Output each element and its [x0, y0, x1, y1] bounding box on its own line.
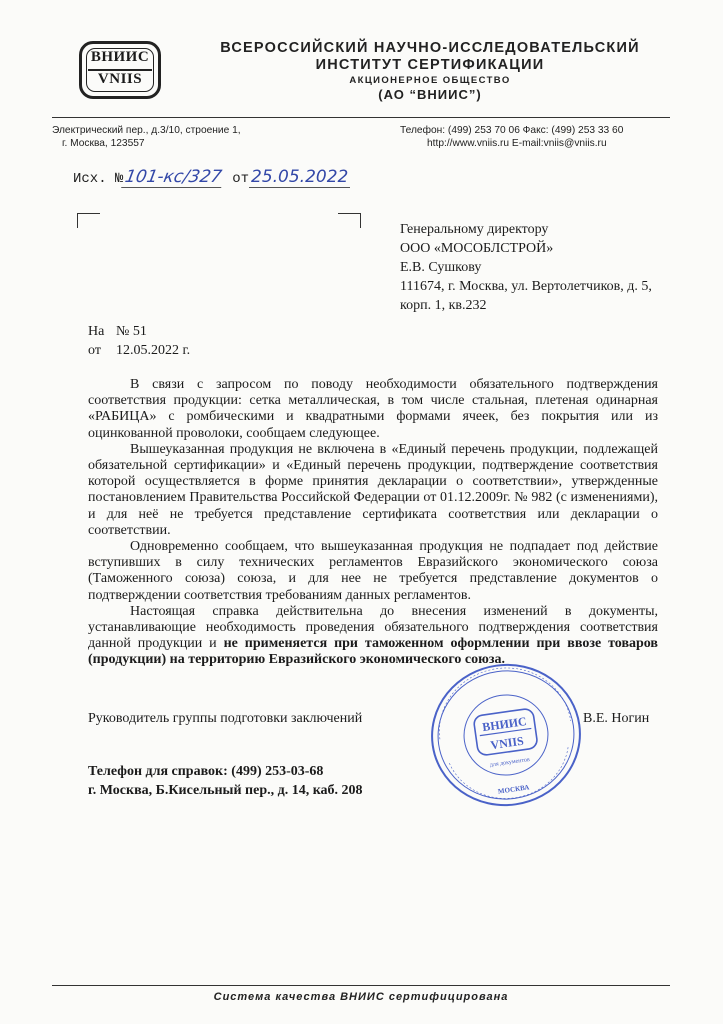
ref-date: 12.05.2022 г. — [116, 343, 191, 358]
header-divider — [52, 117, 670, 118]
stamp-city: МОСКВА — [497, 783, 530, 796]
outgoing-date: 25.05.2022 — [251, 167, 349, 187]
official-stamp — [426, 660, 586, 810]
inquiry-address: г. Москва, Б.Кисельный пер., д. 14, каб. 208 — [88, 783, 363, 798]
body-paragraph-2: Вышеуказанная продукция не включена в «Единый перечень продукции, подлежащей обязательной сертификации» и «Единый перечень продукции, подтверждение соответствия которой осуществляется в форме принятия декларации о соответствии», утвержденные постановлением Правительства Российской Федерации от 01.12.2009г. № 982 (с изменениями), и для неё не требуется представление сертификата соответствия или декларации о соответствии. — [88, 441, 658, 538]
logo-text-latin: VNIIS — [97, 71, 143, 87]
body-paragraph-1: В связи с запросом по поводу необходимости обязательного подтверждения соответствия продукции: сетка металлическая, в том числе стальная, плетеная одинарная «РАБИЦА» с ромбическими и квадратными формами ячеек, без покрытия или из оцинкованной проволоки, сообщаем следующее. — [88, 377, 658, 441]
address-bracket-right — [338, 213, 361, 228]
body-paragraph-4-normal: Настоящая справка действительна до внесения изменений в документы, устанавливающие необходимость проведения обязательного подтверждения соответствия данной продукции и — [88, 603, 658, 652]
org-contacts — [400, 124, 675, 150]
org-short-name: (АО “ВНИИС”) — [378, 87, 482, 102]
recipient-address-line2: корп. 1, кв.232 — [400, 298, 487, 313]
address-bracket-left — [77, 213, 100, 228]
recipient-address-line1: 111674, г. Москва, ул. Вертолетчиков, д. 5, — [400, 279, 652, 294]
stamp-text-cyrillic: ВНИИС — [481, 714, 528, 735]
recipient-block — [400, 220, 700, 315]
body-paragraph-4 — [88, 604, 658, 669]
ref-ot-label: от — [88, 343, 101, 358]
outgoing-date-prefix: от — [232, 171, 250, 187]
stamp-subtitle: для документов — [489, 756, 531, 769]
address-line1: Электрический пер., д.3/10, строение 1, — [52, 125, 241, 136]
ref-number: № 51 — [116, 324, 147, 339]
stamp-text-latin: VNIIS — [489, 733, 525, 753]
logo-text-cyrillic: ВНИИС — [90, 49, 150, 65]
org-name-line1: ВСЕРОССИЙСКИЙ НАУЧНО-ИССЛЕДОВАТЕЛЬСКИЙ — [220, 40, 640, 56]
outgoing-number: 101-кс/327 — [122, 167, 226, 188]
body-paragraph-4-bold: не применяется при таможенном оформлении при ввозе товаров (продукции) на территорию Евразийского экономического союза. — [88, 636, 658, 668]
letter-body — [88, 377, 658, 669]
org-address — [52, 124, 292, 150]
signatory-title: Руководитель группы подготовки заключений — [88, 711, 363, 726]
outgoing-prefix: Исх. № — [73, 171, 124, 187]
recipient-company: ООО «МОСОБЛСТРОЙ» — [400, 241, 554, 256]
footer-quality-note: Система качества ВНИИС сертифицирована — [213, 991, 509, 1003]
reference-block — [88, 322, 190, 360]
inquiry-info — [88, 762, 363, 800]
address-line2: г. Москва, 123557 — [62, 138, 145, 149]
org-type: АКЦИОНЕРНОЕ ОБЩЕСТВО — [349, 75, 511, 86]
vniis-logo — [79, 41, 161, 99]
inquiry-phone: Телефон для справок: (499) 253-03-68 — [88, 764, 324, 779]
recipient-position: Генеральному директору — [400, 222, 549, 237]
phone-fax-line: Телефон: (499) 253 70 06 Факс: (499) 253 33 60 — [400, 125, 624, 136]
web-email-line: http://www.vniis.ru E-mail:vniis@vniis.ru — [427, 138, 607, 149]
ref-na-label: На — [88, 324, 105, 339]
body-paragraph-3: Одновременно сообщаем, что вышеуказанная продукция не подпадает под действие вступивших в силу технических регламентов Евразийского экономического союза (Таможенного союза) союза, и для нее не требуется представление документов о подтверждении соответствия требованиям данных регламентов. — [88, 539, 658, 603]
signatory-name: В.Е. Ногин — [583, 711, 650, 726]
outgoing-number-line — [73, 167, 350, 188]
recipient-name: Е.В. Сушкову — [400, 260, 482, 275]
org-name-line2: ИНСТИТУТ СЕРТИФИКАЦИИ — [315, 57, 545, 73]
footer-divider — [52, 985, 670, 986]
